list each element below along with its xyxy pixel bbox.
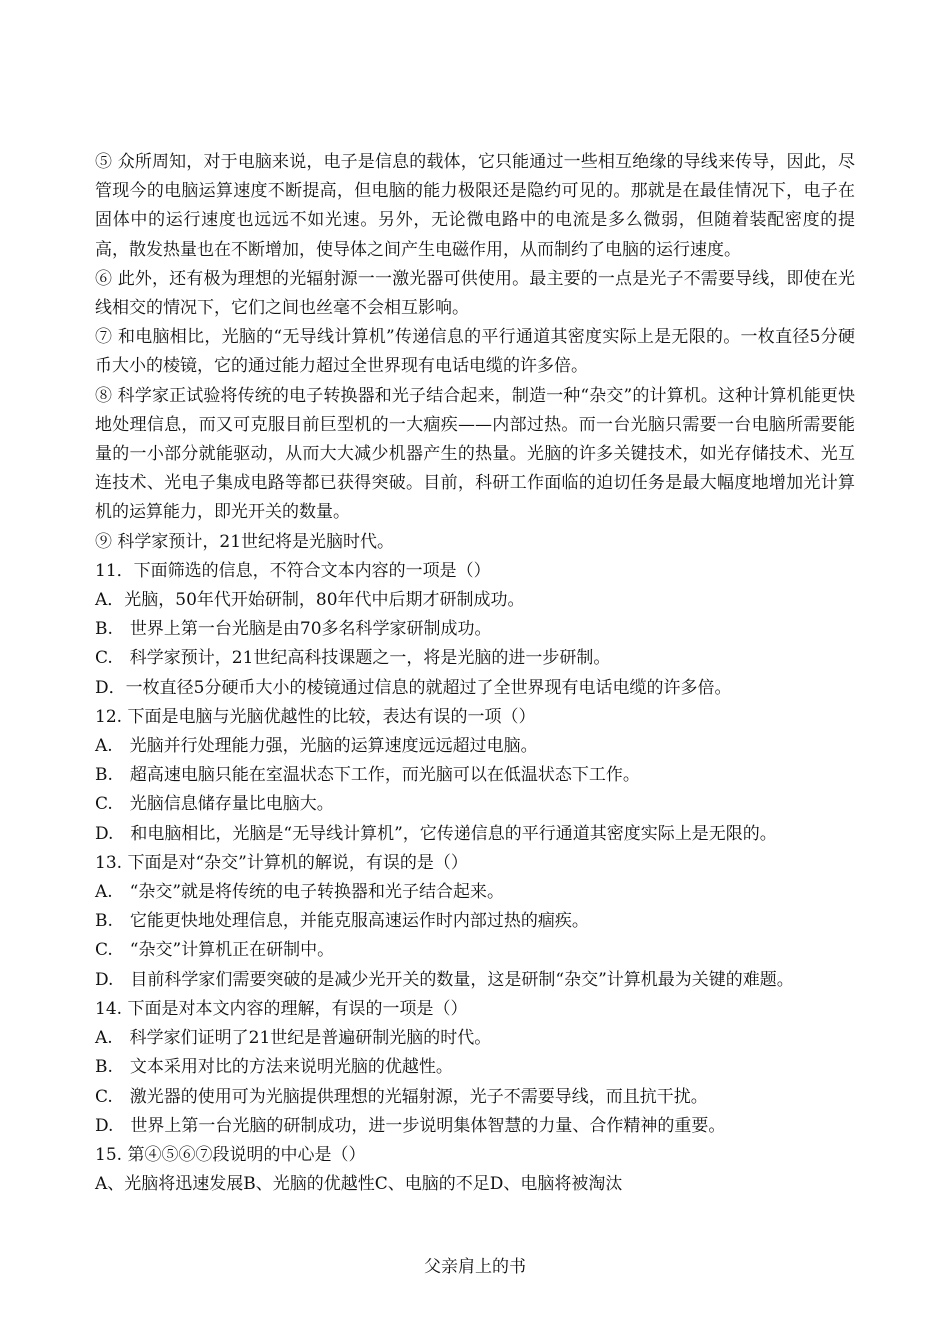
question-14-option-b: B. 文本采用对比的方法来说明光脑的优越性。 [95,1057,453,1078]
question-13-option-a: A. “杂交”就是将传统的电子转换器和光子结合起来。 [95,882,505,903]
document-body [95,148,855,1199]
question-13-stem: 13. 下面是对“杂交”计算机的解说，有误的是（） [95,852,468,873]
question-13-option-d: D. 目前科学家们需要突破的是减少光开关的数量，这是研制“杂交”计算机最为关键的难题。 [95,969,794,990]
question-12-option-d: D. 和电脑相比，光脑是“无导线计算机”，它传递信息的平行通道其密度实际上是无限的。 [95,823,777,844]
paragraph-8: ⑧ 科学家正试验将传统的电子转换器和光子结合起来，制造一种“杂交”的计算机。这种计算机能更快地处理信息，而又可克服目前巨型机的一大痼疾——内部过热。而一台光脑只需要一台电脑所需要能量的一小部分就能驱动，从而大大减少机器产生的热量。光脑的许多关键技术，如光存储技术、光互连技术、光电子集成电路等都已获得突破。目前，科研工作面临的迫切任务是最大幅度地增加光计算机的运算能力，即光开关的数量。 [95,385,855,523]
question-11-option-c: C. 科学家预计，21世纪高科技课题之一，将是光脑的进一步研制。 [95,648,611,669]
question-15-options: A、光脑将迅速发展B、光脑的优越性C、电脑的不足D、电脑将被淘汰 [95,1174,623,1195]
question-14-option-a: A. 科学家们证明了21世纪是普遍研制光脑的时代。 [95,1028,492,1049]
question-11-option-b: B. 世界上第一台光脑是由70多名科学家研制成功。 [95,619,492,640]
question-14-stem: 14. 下面是对本文内容的理解，有误的一项是（） [95,998,468,1019]
paragraph-9: ⑨ 科学家预计，21世纪将是光脑时代。 [95,531,395,552]
paragraph-7: ⑦ 和电脑相比，光脑的“无导线计算机”传递信息的平行通道其密度实际上是无限的。一枚直径5分硬币大小的棱镜，它的通过能力超过全世界现有电话电缆的许多倍。 [95,327,855,377]
question-12-option-a: A. 光脑并行处理能力强，光脑的运算速度远远超过电脑。 [95,736,538,757]
paragraph-5: ⑤ 众所周知，对于电脑来说，电子是信息的载体，它只能通过一些相互绝缘的导线来传导，因此，尽管现今的电脑运算速度不断提高，但电脑的能力极限还是隐约可见的。那就是在最佳情况下，电子在固体中的运行速度也远远不如光速。另外，无论微电路中的电流是多么微弱，但随着装配密度的提高，散发热量也在不断增加，使导体之间产生电磁作用，从而制约了电脑的运行速度。 [95,152,855,260]
question-11-option-d: D．一枚直径5分硬币大小的棱镜通过信息的就超过了全世界现有电话电缆的许多倍。 [95,677,732,698]
question-12-option-c: C. 光脑信息储存量比电脑大。 [95,794,334,815]
question-11-option-a: A．光脑，50年代开始研制，80年代中后期才研制成功。 [95,590,525,611]
question-11-stem: 11．下面筛选的信息，不符合文本内容的一项是（） [95,560,491,581]
next-article-title: 父亲肩上的书 [424,1257,526,1277]
question-13-option-c: C. “杂交”计算机正在研制中。 [95,940,335,961]
paragraph-6: ⑥ 此外，还有极为理想的光辐射源一一激光器可供使用。最主要的一点是光子不需要导线，即使在光线相交的情况下，它们之间也丝毫不会相互影响。 [95,268,855,319]
question-14-option-c: C. 激光器的使用可为光脑提供理想的光辐射源，光子不需要导线，而且抗干扰。 [95,1086,708,1107]
question-14-option-d: D. 世界上第一台光脑的研制成功，进一步说明集体智慧的力量、合作精神的重要。 [95,1115,726,1136]
question-12-option-b: B. 超高速电脑只能在室温状态下工作，而光脑可以在低温状态下工作。 [95,765,640,786]
question-13-option-b: B. 它能更快地处理信息，并能克服高速运作时内部过热的痼疾。 [95,911,589,932]
question-12-stem: 12. 下面是电脑与光脑优越性的比较，表达有误的一项（） [95,706,536,727]
question-15-stem: 15. 第④⑤⑥⑦段说明的中心是（） [95,1144,366,1165]
